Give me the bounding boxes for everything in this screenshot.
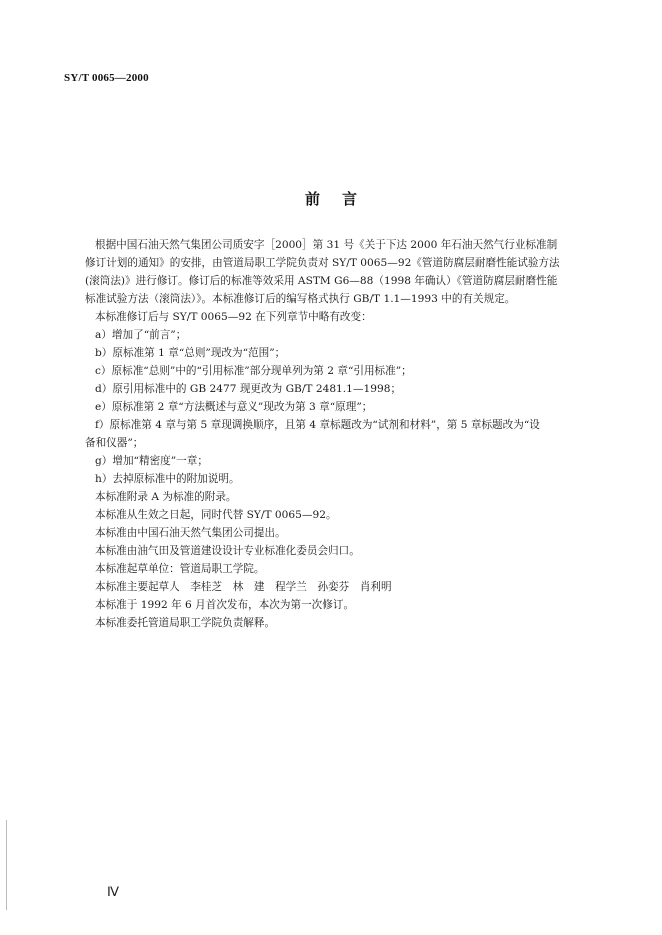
text-line: 本标准委托管道局职工学院负责解释。 [95,617,276,629]
text-line: 本标准由中国石油天然气集团公司提出。 [95,527,286,539]
text-line: 本标准由油气田及管道建设设计专业标准化委员会归口。 [95,545,360,557]
text-line: 本标准主要起草人 李桂芝 林 建 程学兰 孙娈芬 肖利明 [95,581,392,593]
list-item-c [95,362,595,380]
text-line: 修订计划的通知》的安排，由管道局职工学院负责对 SY/T 0065—92《管道防腐层耐磨性能试验方法 [85,257,560,269]
text-line: 本标准从生效之日起，同时代替 SY/T 0065—92。 [95,509,337,521]
list-item-g [95,452,595,470]
paragraph-drafting-unit [95,560,595,578]
paragraph-proposed-by [95,524,595,542]
text-line: f）原标准第 4 章与第 5 章现调换顺序，且第 4 章标题改为“试剂和材料”，第 5 章标题改为“设 [95,419,540,431]
text-line: a）增加了“前言”； [95,329,187,341]
text-line: 备和仪器”； [85,437,144,449]
list-item-e [95,398,595,416]
text-line: h）去掉原标准中的附加说明。 [95,473,240,485]
scan-edge-mark [6,820,7,910]
list-item-a [95,326,595,344]
list-item-b [95,344,595,362]
list-item-f [85,416,595,452]
section-title: 前言 [304,190,379,208]
text-line: e）原标准第 2 章“方法概述与意义”现改为第 3 章“原理”； [95,401,373,413]
text-line: 标准试验方法（滚筒法）》。本标准修订后的编写格式执行 GB/T 1.1—1993 中的有关规定。 [85,293,516,305]
paragraph-interpretation [95,614,595,632]
text-line: d）原引用标准中的 GB 2477 现更改为 GB/T 2481.1—1998； [95,383,402,395]
text-line: 根据中国石油天然气集团公司质安字［2000］第 31 号《关于下达 2000 年石油天然气行业标准制 [95,239,558,251]
text-line: 本标准修订后与 SY/T 0065—92 在下列章节中略有改变： [95,311,372,323]
paragraph-basis [85,236,595,308]
paragraph-drafters [95,578,595,596]
list-item-d [95,380,595,398]
text-line: 本标准于 1992 年 6 月首次发布，本次为第一次修订。 [95,599,355,611]
standard-code: SY/T 0065—2000 [64,72,149,84]
page-number: Ⅳ [107,884,119,899]
text-line: (滚筒法)》进行修订。修订后的标准等效采用 ASTM G6—88（1998 年确认）《管道防腐层耐磨性能 [85,275,558,287]
text-line: b）原标准第 1 章“总则”现改为“范围”； [95,347,286,359]
text-line: 本标准起草单位：管道局职工学院。 [95,563,265,575]
paragraph-publication [95,596,595,614]
paragraph-replaces [95,506,595,524]
text-line: g）增加“精密度”一章； [95,455,208,467]
foreword-body [85,236,595,632]
text-line: 本标准附录 A 为标准的附录。 [95,491,237,503]
paragraph-managed-by [95,542,595,560]
paragraph-changes-intro [95,308,595,326]
text-line: c）原标准“总则”中的“引用标准”部分现单列为第 2 章“引用标准”； [95,365,412,377]
paragraph-appendix [95,488,595,506]
list-item-h [95,470,595,488]
